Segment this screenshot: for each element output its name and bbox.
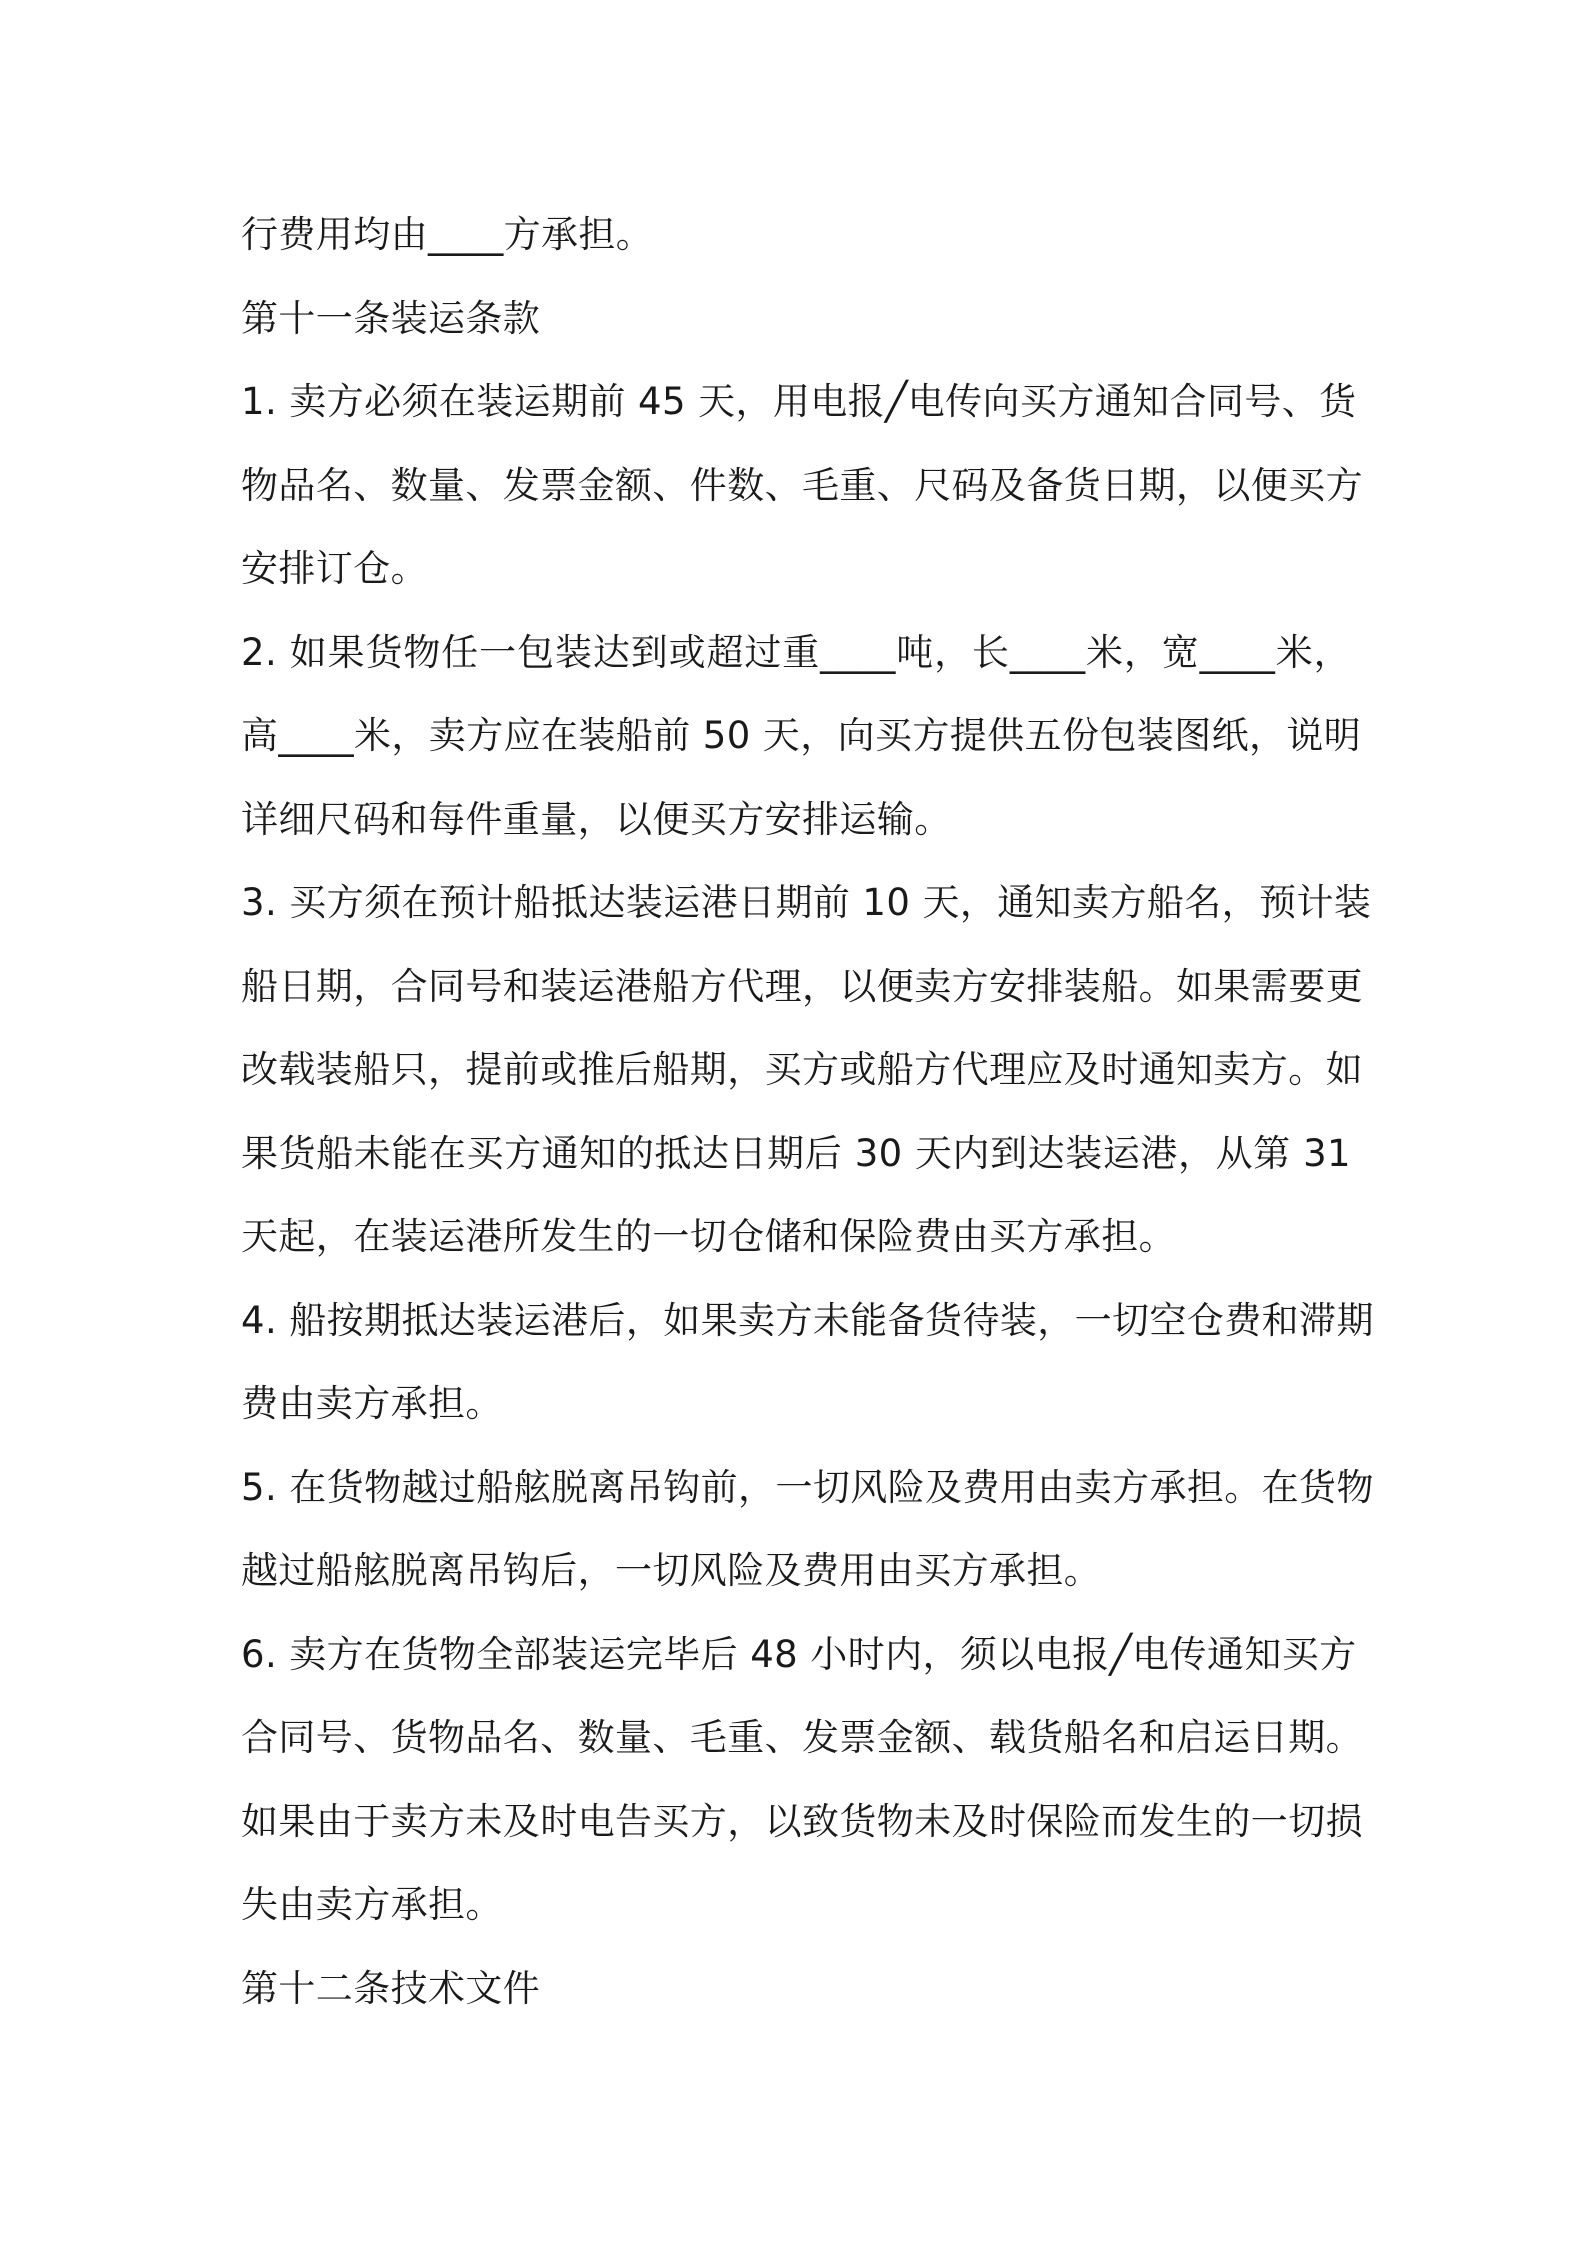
clause-6	[241, 1613, 1363, 1947]
text-line: 行费用均由____方承担。	[241, 213, 654, 256]
text-line: 天起，在装运港所发生的一切仓储和保险费由买方承担。	[241, 1215, 1176, 1258]
text-line: 船日期，合同号和装运港船方代理，以便卖方安排装船。如果需要更	[241, 964, 1363, 1008]
clause-2	[241, 611, 1362, 862]
text-line: 失由卖方承担。	[241, 1883, 503, 1926]
text-line: 如果由于卖方未及时电告买方，以致货物未及时保险而发生的一切损	[241, 1799, 1363, 1843]
text-line: 改载装船只，提前或推后船期，买方或船方代理应及时通知卖方。如	[241, 1048, 1363, 1091]
clause-3	[241, 861, 1372, 1279]
clause-5	[241, 1446, 1374, 1613]
text-line: 6. 卖方在货物全部装运完毕后 48 小时内，须以电报╱电传通知买方	[241, 1632, 1357, 1676]
continuation-text	[241, 193, 1351, 277]
text-line: 物品名、数量、发票金额、件数、毛重、尺码及备货日期，以便买方	[241, 463, 1363, 507]
text-line: 2. 如果货物任一包装达到或超过重____吨，长____米，宽____米，	[241, 630, 1351, 674]
text-line: 第十一条装运条款	[241, 296, 541, 340]
text-line: 越过船舷脱离吊钩后，一切风险及费用由买方承担。	[241, 1549, 1102, 1592]
text-line: 高____米，卖方应在装船前 50 天，向买方提供五份包装图纸，说明	[241, 714, 1362, 757]
section-heading-11	[241, 277, 1351, 361]
text-line: 安排订仓。	[241, 547, 428, 590]
section-heading-12	[241, 1947, 1351, 2031]
text-line: 果货船未能在买方通知的抵达日期后 30 天内到达装运港，从第 31	[241, 1131, 1351, 1175]
text-line: 4. 船按期抵达装运港后，如果卖方未能备货待装，一切空仓费和滞期	[241, 1298, 1374, 1342]
text-line: 5. 在货物越过船舷脱离吊钩前，一切风险及费用由卖方承担。在货物	[241, 1465, 1374, 1509]
clause-4	[241, 1279, 1374, 1446]
text-line: 详细尺码和每件重量，以便买方安排运输。	[241, 797, 952, 841]
text-line: 第十二条技术文件	[241, 1966, 541, 2010]
text-line: 合同号、货物品名、数量、毛重、发票金额、载货船名和启运日期。	[241, 1716, 1363, 1759]
document-body	[241, 193, 1374, 2030]
text-line: 3. 买方须在预计船抵达装运港日期前 10 天，通知卖方船名，预计装	[241, 881, 1372, 924]
text-line: 1. 卖方必须在装运期前 45 天，用电报╱电传向买方通知合同号、货	[241, 380, 1357, 423]
clause-1	[241, 360, 1363, 611]
text-line: 费由卖方承担。	[241, 1382, 503, 1425]
